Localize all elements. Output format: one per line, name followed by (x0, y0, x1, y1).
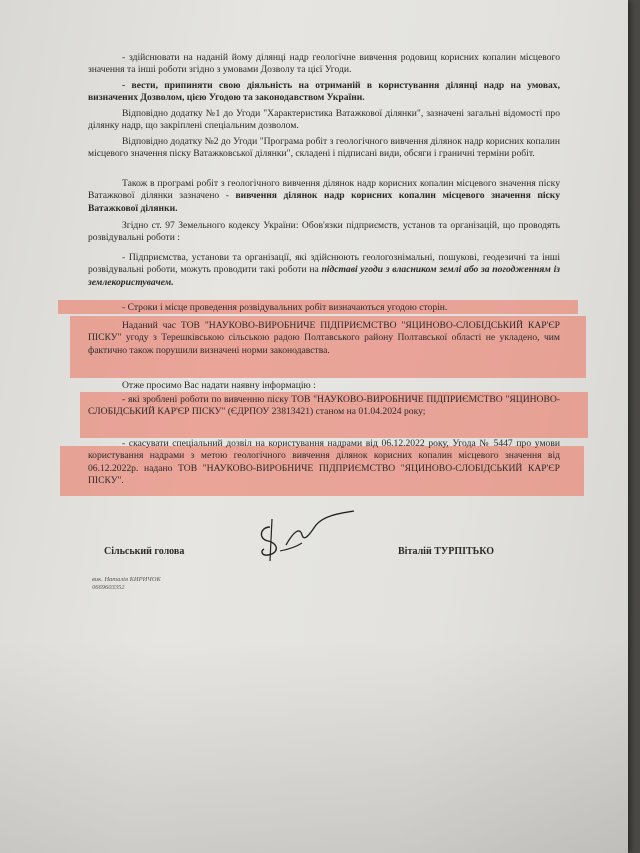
page-shadow (0, 640, 628, 853)
executor-info (92, 576, 161, 592)
signatory-name: Віталій ТУРПІТЬКО (398, 546, 495, 557)
paragraph-6: Згідно ст. 97 Земельного кодексу України: Обов'язки підприємств, установ та організацій, що проводять розвідувальні роботи : (88, 220, 560, 244)
paragraph-7: - Підприємства, установи та організації, які здійснюють геологознімальні, пошукові, геодезичні та інші розвідувальні роботи, можуть проводити такі роботи на підставі угоди з власником землі або за погодженням із землекористувачем. (88, 252, 560, 288)
paragraph-3: Відповідно додатку №1 до Угоди "Характеристика Ватажкової ділянки", зазначені загальні відомості про ділянку надр, що закріплені спеціальним дозволом. (88, 108, 560, 132)
paragraph-1: - здійснювати на наданій йому ділянці надр геологічне вивчення родовищ корисних копалин місцевого значення та інші роботи згідно з умовами Дозволу та цієї Угоди. (88, 52, 560, 76)
paragraph-2: - вести, припиняти свою діяльність на отриманій в користування ділянці надр на умовах, визначених Дозволом, цією Угодою та законодавством України. (88, 80, 561, 104)
paragraph-11: - які зроблені роботи по вивченню піску ТОВ "НАУКОВО-ВИРОБНИЧЕ ПІДПРИЄМСТВО "ЯЦИНОВО-СЛОБІДСЬКИЙ КАР'ЄР ПІСКУ" (ЄДРПОУ 23813421) станом на 01.04.2024 року; (88, 394, 560, 418)
executor-name: вик. Наталія КИРИЧОК (92, 576, 161, 583)
executor-phone: 0669603352 (92, 584, 125, 591)
paragraph-9: Наданий час ТОВ "НАУКОВО-ВИРОБНИЧЕ ПІДПРИЄМСТВО "ЯЦИНОВО-СЛОБІДСЬКИЙ КАР'ЄР ПІСКУ" угоду з Терешківською сільською радою Полтавського району Полтавської області не укладено, чим фактично також порушили визначені норми законодавства. (88, 320, 560, 356)
paragraph-5: Також в програмі робіт з геологічного вивчення ділянок надр корисних копалин місцевого значення піску Ватажкової ділянки зазначено - вивчення ділянок надр корисних копалин місцевого значення піску Ватажкової ділянки. (88, 178, 560, 214)
paragraph-12: - скасувати спеціальний дозвіл на користування надрами від 06.12.2022 року, Угода № 5447 про умови користування надрами з метою геологічного вивчення ділянок корисних копалин місцевого значення від 06.12.2022р. надано ТОВ "НАУКОВО-ВИРОБНИЧЕ ПІДПРИЄМСТВО "ЯЦИНОВО-СЛОБІДСЬКИЙ КАР'ЄР ПІСКУ". (88, 438, 560, 487)
paragraph-4: Відповідно додатку №2 до Угоди "Програма робіт з геологічного вивчення ділянок надр корисних копалин місцевого значення піску Ватажковської ділянки", складені і підписані види, обсяги і граничні терміни робіт. (88, 136, 560, 160)
paragraph-8: - Строки і місце проведення розвідувальних робіт визначаються угодою сторін. (122, 302, 448, 313)
signatory-position: Сільський голова (104, 546, 185, 557)
handwritten-signature (250, 505, 370, 565)
paragraph-10: Отже просимо Вас надати наявну інформацію : (122, 380, 316, 391)
